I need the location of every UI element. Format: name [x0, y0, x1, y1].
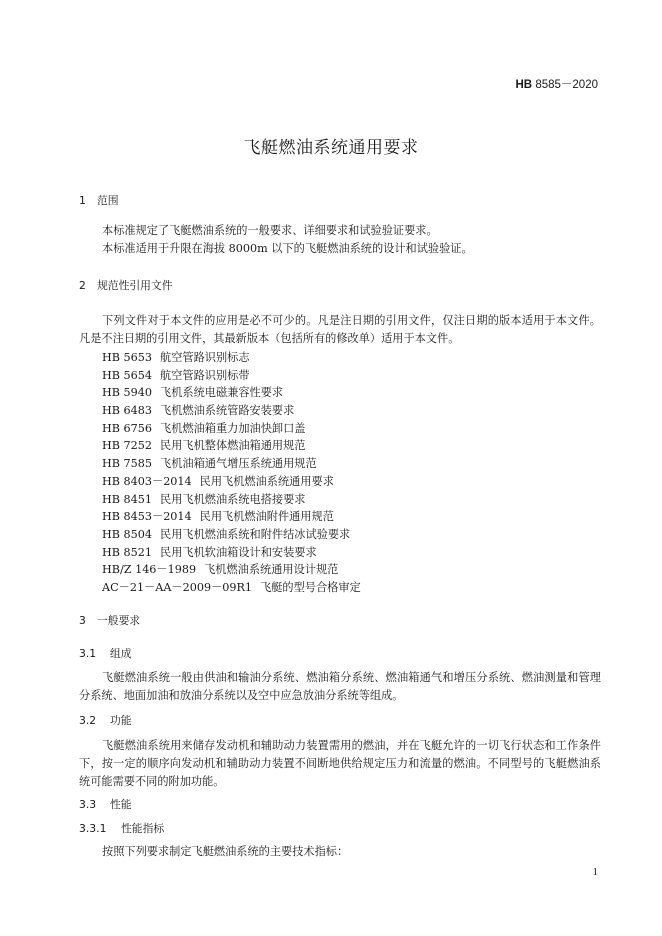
section-1-paragraph-1: 本标准规定了飞艇燃油系统的一般要求、详细要求和试验验证要求。 [102, 224, 438, 237]
reference-title: 飞机油箱通气增压系统通用规范 [160, 457, 317, 471]
section-1-heading [79, 193, 119, 208]
reference-code: HB 8521 [102, 545, 153, 559]
reference-code: HB 6756 [102, 421, 153, 435]
reference-item [102, 508, 361, 526]
reference-title: 飞机燃油箱重力加油快卸口盖 [160, 421, 306, 435]
reference-title: 民用飞机燃油系统电搭接要求 [160, 492, 306, 506]
reference-title: 飞艇的型号合格审定 [260, 580, 361, 594]
section-3-3-heading [79, 797, 132, 812]
reference-title: 航空管路识别标志 [160, 351, 250, 364]
section-3-2-text: 飞艇燃油系统用来储存发动机和辅助动力装置需用的燃油，并在飞艇允许的一切飞行状态和工作条件下，按一定的顺序向发动机和辅助动力装置不间断地供给规定压力和流量的燃油。不同型号的飞艇燃油系统可能需要不同的附加功能。 [79, 739, 601, 788]
reference-item [102, 367, 361, 385]
section-3-number: 3 [79, 614, 86, 627]
reference-code: HB/Z 146－1989 [102, 563, 197, 577]
reference-title: 飞机燃油系统管路安装要求 [160, 404, 295, 418]
document-number-value: 8585－2020 [535, 79, 598, 91]
page-number: 1 [592, 866, 598, 878]
reference-item [102, 491, 361, 509]
reference-title: 飞机燃油系统通用设计规范 [204, 563, 339, 577]
reference-code: HB 8403－2014 [102, 474, 192, 488]
reference-code: HB 5654 [102, 368, 153, 382]
reference-item [102, 561, 361, 579]
reference-item [102, 420, 361, 438]
reference-title: 航空管路识别标带 [160, 368, 250, 382]
section-3-3-title: 性能 [110, 798, 132, 811]
reference-item [102, 455, 361, 473]
reference-title: 民用飞机燃油附件通用规范 [199, 510, 334, 524]
reference-code: HB 8451 [102, 492, 153, 506]
section-3-3-1-number: 3.3.1 [79, 822, 107, 835]
section-3-3-1-text: 按照下列要求制定飞艇燃油系统的主要技术指标： [102, 845, 349, 858]
reference-item [102, 384, 361, 402]
reference-item [102, 544, 361, 562]
section-2-title: 规范性引用文件 [97, 279, 173, 292]
section-3-2-heading [79, 713, 132, 728]
reference-title: 民用飞机软油箱设计和安装要求 [160, 545, 317, 559]
reference-code: HB 6483 [102, 404, 153, 418]
reference-code: HB 5653 [102, 351, 153, 364]
section-1-paragraph-2: 本标准适用于升限在海拔 8000m 以下的飞艇燃油系统的设计和试验验证。 [102, 242, 473, 255]
reference-code: HB 5940 [102, 386, 153, 400]
reference-item [102, 526, 361, 544]
reference-code: HB 7585 [102, 457, 153, 471]
section-3-1-number: 3.1 [79, 647, 97, 660]
section-3-2-number: 3.2 [79, 714, 97, 727]
reference-item [102, 437, 361, 455]
reference-title: 民用飞机整体燃油箱通用规范 [160, 439, 306, 453]
section-3-3-number: 3.3 [79, 798, 97, 811]
reference-list [102, 349, 361, 597]
section-2-number: 2 [79, 279, 86, 292]
section-3-3-1-heading [79, 821, 164, 836]
section-3-title: 一般要求 [97, 614, 141, 627]
reference-title: 民用飞机燃油系统和附件结冰试验要求 [160, 527, 351, 541]
section-1-title: 范围 [97, 194, 119, 207]
section-3-3-1-title: 性能指标 [121, 822, 165, 835]
reference-item [102, 473, 361, 491]
section-3-2-title: 功能 [110, 714, 132, 727]
section-3-heading [79, 613, 140, 628]
reference-code: HB 8504 [102, 527, 153, 541]
reference-title: 飞机系统电磁兼容性要求 [160, 386, 284, 400]
reference-code: HB 8453－2014 [102, 510, 192, 524]
reference-code: HB 7252 [102, 439, 153, 453]
reference-item [102, 402, 361, 420]
document-number [516, 76, 599, 92]
section-2-intro: 下列文件对于本文件的应用是必不可少的。凡是注日期的引用文件，仅注日期的版本适用于本文件。凡是不注日期的引用文件，其最新版本（包括所有的修改单）适用于本文件。 [79, 314, 601, 345]
document-prefix: HB [515, 79, 533, 91]
section-3-1-heading [79, 646, 132, 661]
reference-code: AC－21－AA－2009－09R1 [102, 580, 253, 594]
section-1-number: 1 [79, 194, 86, 207]
section-2-heading [79, 278, 173, 293]
section-3-1-title: 组成 [110, 647, 132, 660]
page-title: 飞艇燃油系统通用要求 [243, 138, 419, 158]
section-3-1-text: 飞艇燃油系统一般由供油和输油分系统、燃油箱分系统、燃油箱通气和增压分系统、燃油测量和管理分系统、地面加油和放油分系统以及空中应急放油分系统等组成。 [79, 671, 601, 702]
reference-title: 民用飞机燃油系统通用要求 [199, 474, 334, 488]
reference-item [102, 579, 361, 597]
reference-item [102, 349, 361, 367]
